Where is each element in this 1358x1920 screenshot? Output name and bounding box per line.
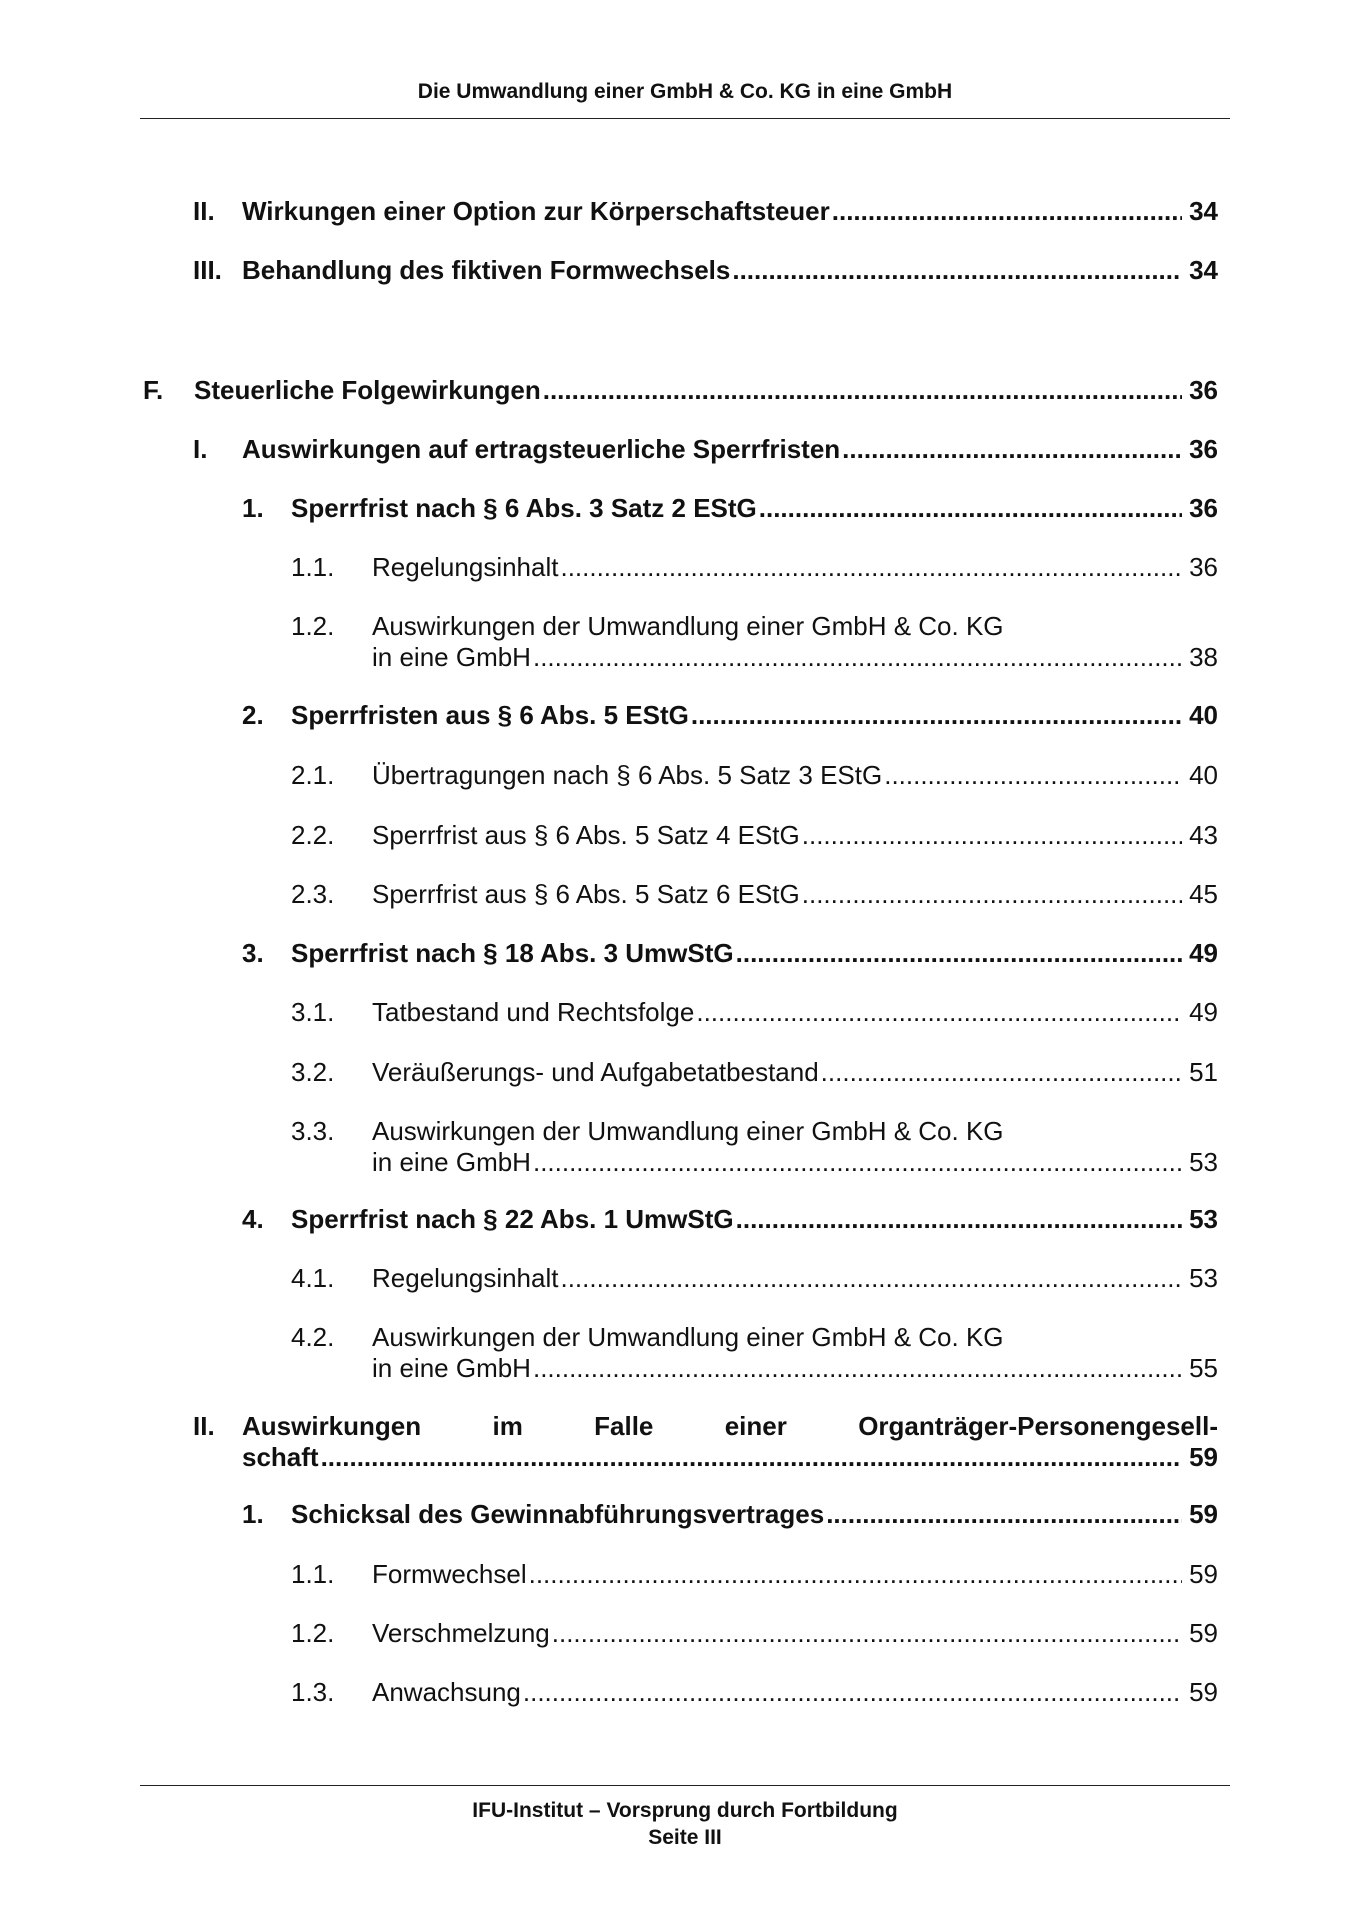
dot-leader <box>802 820 1182 851</box>
toc-entry-title-word: Auswirkungen <box>242 1411 422 1441</box>
toc-entry-title: Anwachsung <box>372 1677 521 1707</box>
toc-entry-page: 53 <box>1189 1147 1218 1177</box>
toc-entry-title: Behandlung des fiktiven Formwechsels <box>242 255 731 285</box>
dot-leader <box>736 938 1182 969</box>
toc-entry[interactable] <box>291 552 1218 583</box>
toc-entry-title-word: Organträger-Personengesell- <box>858 1411 1218 1441</box>
toc-entry-page: 40 <box>1189 760 1218 790</box>
toc-entry-number: 3.3. <box>291 1116 335 1146</box>
dot-leader <box>533 642 1182 673</box>
toc-entry-number: II. <box>193 196 215 226</box>
running-header: Die Umwandlung einer GmbH & Co. KG in eine GmbH <box>417 80 953 103</box>
toc-entry[interactable] <box>291 879 1218 910</box>
toc-entry[interactable] <box>242 1499 1218 1530</box>
toc-entry-page: 53 <box>1189 1204 1218 1234</box>
toc-entry[interactable] <box>291 1057 1218 1088</box>
toc-entry[interactable] <box>242 938 1218 969</box>
toc-entry-title-line <box>242 1411 1218 1442</box>
toc-entry-page: 36 <box>1189 493 1218 523</box>
toc-entry-title: Sperrfrist aus § 6 Abs. 5 Satz 6 EStG <box>372 879 800 909</box>
dot-leader <box>552 1618 1182 1649</box>
dot-leader <box>732 255 1182 286</box>
toc-entry-number: 1.3. <box>291 1677 335 1707</box>
toc-entry-page: 59 <box>1189 1677 1218 1707</box>
toc-entry-title: Regelungsinhalt <box>372 552 559 582</box>
toc-entry[interactable] <box>291 1322 1218 1384</box>
toc-entry-page: 59 <box>1189 1618 1218 1648</box>
toc-entry-title: Schicksal des Gewinnabführungsvertrages <box>291 1499 825 1529</box>
dot-leader <box>832 196 1182 227</box>
toc-entry-number: 4. <box>242 1204 264 1234</box>
toc-entry-title: in eine GmbH <box>372 1353 531 1383</box>
toc-entry[interactable] <box>242 493 1218 524</box>
toc-entry-number: I. <box>193 434 208 464</box>
toc-entry-page: 49 <box>1189 938 1218 968</box>
toc-entry-title-word: im <box>492 1411 523 1441</box>
toc-entry-title: in eine GmbH <box>372 642 531 672</box>
toc-entry-title-word: Falle <box>594 1411 654 1441</box>
toc-entry[interactable] <box>242 1204 1218 1235</box>
toc-entry-page: 59 <box>1189 1442 1218 1472</box>
toc-entry-title: Sperrfristen aus § 6 Abs. 5 EStG <box>291 700 689 730</box>
toc-entry[interactable] <box>291 1559 1218 1590</box>
toc-entry-title: Übertragungen nach § 6 Abs. 5 Satz 3 EStG <box>372 760 883 790</box>
toc-entry-page: 59 <box>1189 1559 1218 1589</box>
toc-entry-number: 2.3. <box>291 879 335 909</box>
toc-entry-number: 1. <box>242 1499 264 1529</box>
toc-entry-page: 53 <box>1189 1263 1218 1293</box>
toc-entry-page: 49 <box>1189 997 1218 1027</box>
toc-entry-title: Formwechsel <box>372 1559 527 1589</box>
toc-entry-number: 3.2. <box>291 1057 335 1087</box>
toc-entry[interactable] <box>291 760 1218 791</box>
toc-entry-page: 55 <box>1189 1353 1218 1383</box>
toc-entry[interactable] <box>291 820 1218 851</box>
toc-entry-title: in eine GmbH <box>372 1147 531 1177</box>
dot-leader <box>560 1263 1182 1294</box>
toc-entry-page: 51 <box>1189 1057 1218 1087</box>
toc-entry-title: Sperrfrist nach § 18 Abs. 3 UmwStG <box>291 938 734 968</box>
toc-entry-number: 1.2. <box>291 611 335 641</box>
toc-entry-title: Tatbestand und Rechtsfolge <box>372 997 695 1027</box>
toc-entry-number: 3.1. <box>291 997 335 1027</box>
toc-entry-page: 38 <box>1189 642 1218 672</box>
dot-leader <box>533 1353 1182 1384</box>
toc-entry-number: 1.1. <box>291 1559 335 1589</box>
dot-leader <box>543 375 1182 406</box>
toc-entry-title: schaft <box>242 1442 319 1472</box>
toc-entry[interactable] <box>291 997 1218 1028</box>
toc-entry-number: II. <box>193 1411 215 1441</box>
toc-entry-title-line: Auswirkungen der Umwandlung einer GmbH & Co. KG <box>372 1116 1004 1146</box>
dot-leader <box>533 1147 1182 1178</box>
toc-entry[interactable] <box>291 611 1218 673</box>
footer-rule <box>140 1785 1230 1786</box>
toc-entry-page: 43 <box>1189 820 1218 850</box>
toc-entry-page: 34 <box>1189 196 1218 226</box>
toc-entry[interactable] <box>242 700 1218 731</box>
toc-entry-title-word: einer <box>724 1411 787 1441</box>
toc-entry-page: 36 <box>1189 552 1218 582</box>
toc-entry-title: Sperrfrist aus § 6 Abs. 5 Satz 4 EStG <box>372 820 800 850</box>
dot-leader <box>802 879 1182 910</box>
toc-entry[interactable] <box>193 196 1218 227</box>
dot-leader <box>884 760 1182 791</box>
toc-entry-page: 36 <box>1189 375 1218 405</box>
toc-entry-page: 45 <box>1189 879 1218 909</box>
dot-leader <box>523 1677 1182 1708</box>
toc-entry-number: 3. <box>242 938 264 968</box>
dot-leader <box>759 493 1182 524</box>
header-rule <box>140 118 1230 119</box>
toc-entry-title: Veräußerungs- und Aufgabetatbestand <box>372 1057 819 1087</box>
toc-entry-number: 4.1. <box>291 1263 335 1293</box>
dot-leader <box>826 1499 1182 1530</box>
toc-entry-title: Auswirkungen auf ertragsteuerliche Sperrfristen <box>242 434 841 464</box>
toc-entry-page: 34 <box>1189 255 1218 285</box>
dot-leader <box>821 1057 1182 1088</box>
footer-page-number: Seite III <box>648 1826 722 1849</box>
toc-entry-number: 2. <box>242 700 264 730</box>
dot-leader <box>842 434 1182 465</box>
toc-entry-number: F. <box>143 375 164 405</box>
footer-institute: IFU-Institut – Vorsprung durch Fortbildung <box>472 1799 898 1822</box>
toc-entry-title: Verschmelzung <box>372 1618 550 1648</box>
toc-entry-number: 1.2. <box>291 1618 335 1648</box>
toc-entry-page: 36 <box>1189 434 1218 464</box>
toc-entry-number: 2.1. <box>291 760 335 790</box>
toc-entry-title: Wirkungen einer Option zur Körperschaftsteuer <box>242 196 830 226</box>
toc-entry[interactable] <box>291 1677 1218 1708</box>
toc-entry-title: Sperrfrist nach § 22 Abs. 1 UmwStG <box>291 1204 734 1234</box>
toc-entry[interactable] <box>193 255 1218 286</box>
toc-entry-title: Steuerliche Folgewirkungen <box>194 375 541 405</box>
toc-entry-title: Regelungsinhalt <box>372 1263 559 1293</box>
toc-entry[interactable] <box>291 1618 1218 1649</box>
toc-entry-title: Sperrfrist nach § 6 Abs. 3 Satz 2 EStG <box>291 493 757 523</box>
dot-leader <box>736 1204 1182 1235</box>
toc-entry[interactable] <box>143 375 1218 406</box>
dot-leader <box>529 1559 1182 1590</box>
toc-entry-page: 59 <box>1189 1499 1218 1529</box>
toc-entry-number: 2.2. <box>291 820 335 850</box>
toc-entry[interactable] <box>193 1411 1218 1473</box>
toc-entry[interactable] <box>291 1263 1218 1294</box>
toc-entry-number: 1. <box>242 493 264 523</box>
toc-entry[interactable] <box>291 1116 1218 1178</box>
dot-leader <box>691 700 1182 731</box>
toc-entry-title-line: Auswirkungen der Umwandlung einer GmbH & Co. KG <box>372 611 1004 641</box>
toc-entry-page: 40 <box>1189 700 1218 730</box>
toc-entry-number: 4.2. <box>291 1322 335 1352</box>
toc-entry-number: 1.1. <box>291 552 335 582</box>
dot-leader <box>321 1442 1182 1473</box>
toc-entry[interactable] <box>193 434 1218 465</box>
toc-entry-number: III. <box>193 255 222 285</box>
dot-leader <box>696 997 1182 1028</box>
toc-entry-title-line: Auswirkungen der Umwandlung einer GmbH & Co. KG <box>372 1322 1004 1352</box>
dot-leader <box>560 552 1182 583</box>
